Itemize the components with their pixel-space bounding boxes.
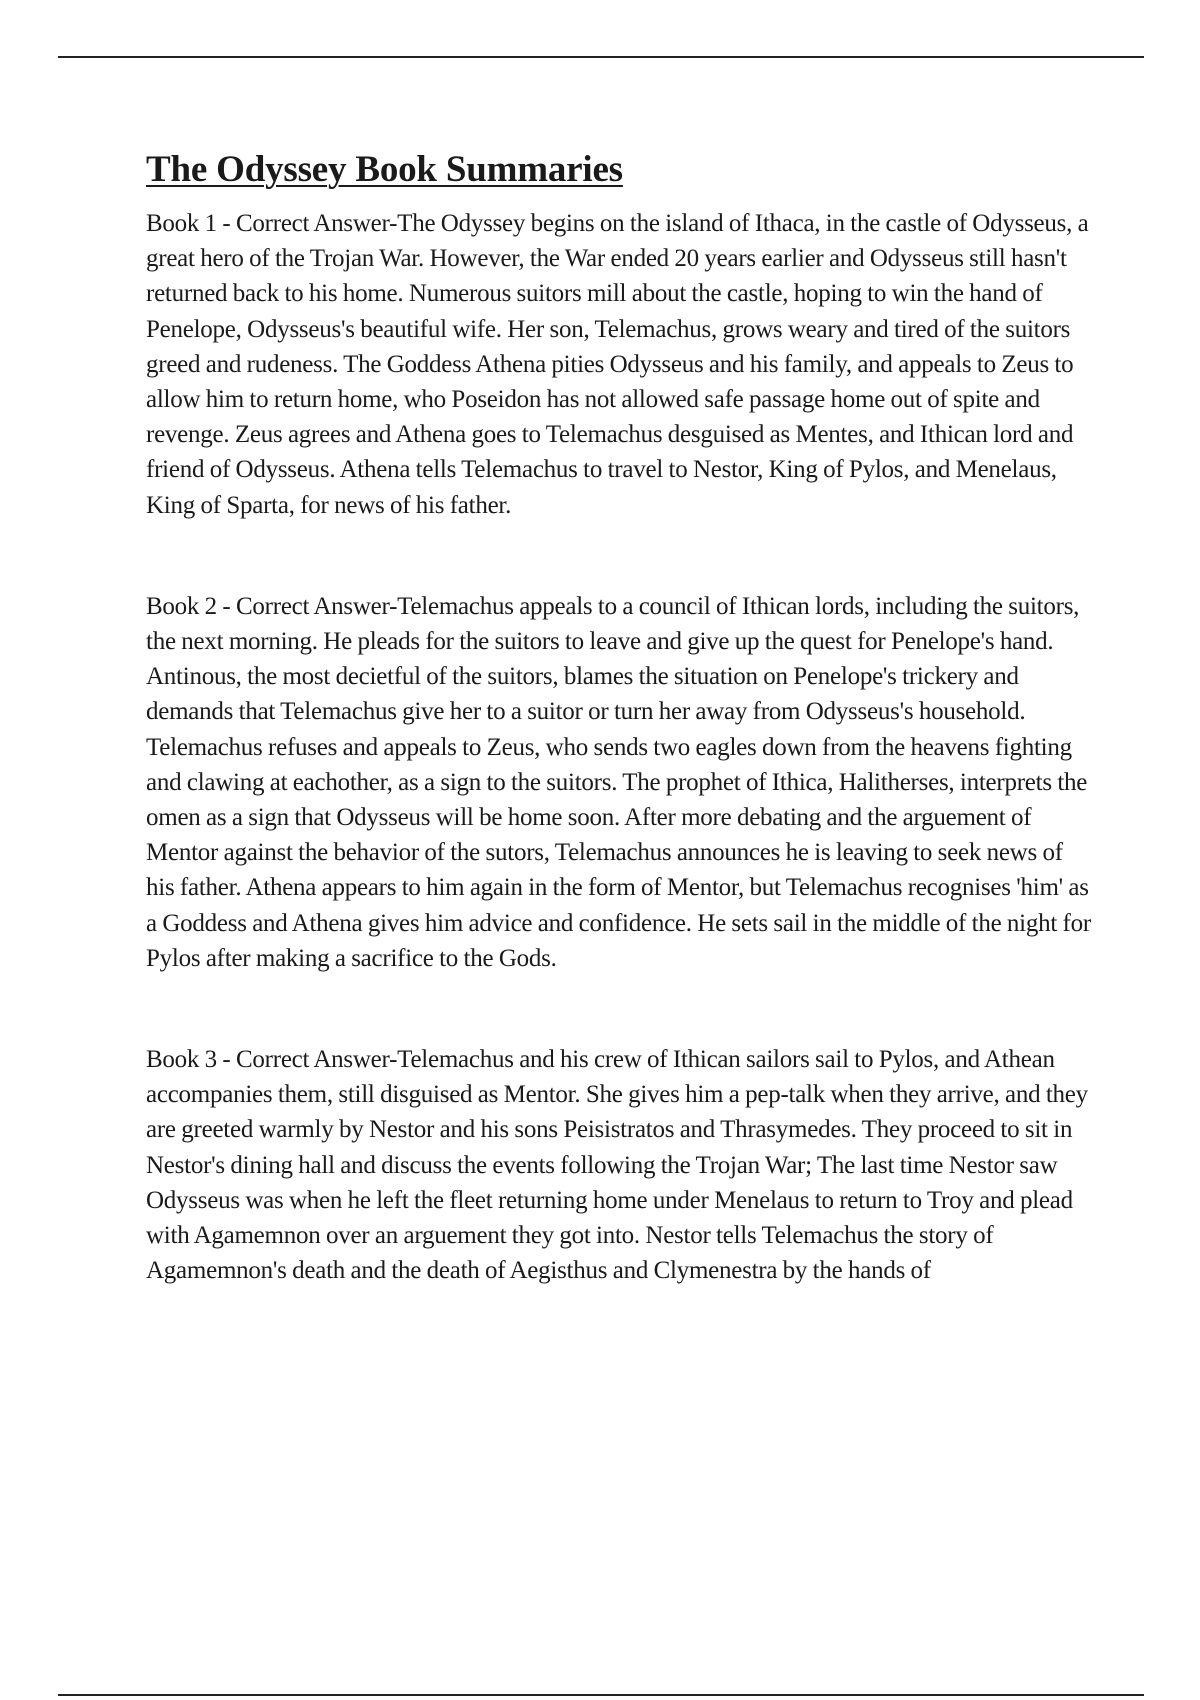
header-rule	[58, 56, 1144, 58]
footer-rule	[58, 1694, 1144, 1696]
book-2-summary: Book 2 - Correct Answer-Telemachus appeals to a council of Ithican lords, including the suitors, the next morning. He pleads for the suitors to leave and give up the quest for Penelope's hand. Antinous, the most decietful of the suitors, blames the situation on Penelope's trickery and demands that Telemachus give her to a suitor or turn her away from Odysseus's household. Telemachus refuses and appeals to Zeus, who sends two eagles down from the heavens fighting and clawing at eachother, as a sign to the suitors. The prophet of Ithica, Halitherses, interprets the omen as a sign that Odysseus will be home soon. After more debating and the arguement of Mentor against the behavior of the sutors, Telemachus announces he is leaving to seek news of his father. Athena appears to him again in the form of Mentor, but Telemachus recognises 'him' as a Goddess and Athena gives him advice and confidence. He sets sail in the middle of the night for Pylos after making a sacrifice to the Gods.	[146, 592, 1091, 972]
page-content	[146, 148, 1096, 1288]
book-3-summary: Book 3 - Correct Answer-Telemachus and his crew of Ithican sailors sail to Pylos, and Athean accompanies them, still disguised as Mentor. She gives him a pep-talk when they arrive, and they are greeted warmly by Nestor and his sons Peisistratos and Thrasymedes. They proceed to sit in Nestor's dining hall and discuss the events following the Trojan War; The last time Nestor saw Odysseus was when he left the fleet returning home under Menelaus to return to Troy and plead with Agamemnon over an arguement they got into. Nestor tells Telemachus the story of Agamemnon's death and the death of Aegisthus and Clymenestra by the hands of	[146, 1046, 1088, 1285]
book-1-summary: Book 1 - Correct Answer-The Odyssey begins on the island of Ithaca, in the castle of Odysseus, a great hero of the Trojan War. However, the War ended 20 years earlier and Odysseus still hasn't returned back to his home. Numerous suitors mill about the castle, hoping to win the hand of Penelope, Odysseus's beautiful wife. Her son, Telemachus, grows weary and tired of the suitors greed and rudeness. The Goddess Athena pities Odysseus and his family, and appeals to Zeus to allow him to return home, who Poseidon has not allowed safe passage home out of spite and revenge. Zeus agrees and Athena goes to Telemachus desguised as Mentes, and Ithican lord and friend of Odysseus. Athena tells Telemachus to travel to Nestor, King of Pylos, and Menelaus, King of Sparta, for news of his father.	[146, 210, 1089, 519]
document-title: The Odyssey Book Summaries	[146, 149, 623, 190]
